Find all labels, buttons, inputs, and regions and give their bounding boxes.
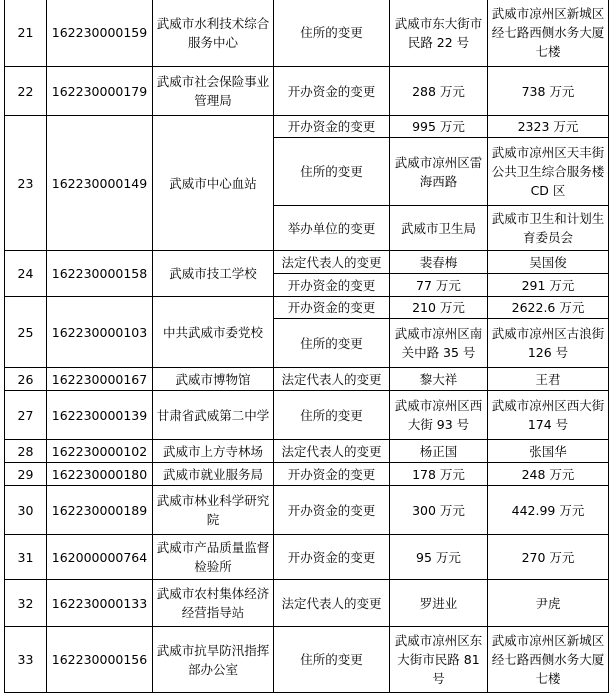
cell-change-type: 开办资金的变更 [274,535,390,580]
cell-code: 162230000158 [47,251,153,297]
cell-name: 武威市技工学校 [153,251,274,297]
cell-after: 291 万元 [488,274,609,297]
cell-before: 288 万元 [390,67,488,116]
cell-after: 248 万元 [488,463,609,486]
cell-name: 甘肃省武威第二中学 [153,391,274,440]
cell-change-type: 开办资金的变更 [274,463,390,486]
cell-before: 武威市凉州区西大街 93 号 [390,391,488,440]
cell-after: 武威市凉州区新城区经七路西侧水务大厦七楼 [488,0,609,67]
cell-no: 21 [5,0,47,67]
cell-name: 武威市博物馆 [153,368,274,391]
cell-before: 210 万元 [390,297,488,319]
cell-change-type: 住所的变更 [274,627,390,693]
cell-before: 武威市凉州区东大街市民路 81 号 [390,627,488,693]
cell-name: 武威市抗旱防汛指挥部办公室 [153,627,274,693]
cell-code: 162230000180 [47,463,153,486]
cell-change-type: 法定代表人的变更 [274,580,390,627]
cell-before: 995 万元 [390,116,488,138]
cell-no: 23 [5,116,47,251]
table-row [5,486,609,535]
cell-name: 武威市就业服务局 [153,463,274,486]
cell-no: 31 [5,535,47,580]
cell-no: 25 [5,297,47,368]
table-row [5,67,609,116]
cell-code: 162230000103 [47,297,153,368]
cell-name: 武威市林业科学研究院 [153,486,274,535]
cell-change-type: 住所的变更 [274,138,390,206]
cell-after: 吴国俊 [488,251,609,274]
cell-change-type: 住所的变更 [274,319,390,368]
cell-before: 武威市凉州区雷海西路 [390,138,488,206]
cell-after: 王君 [488,368,609,391]
cell-after: 442.99 万元 [488,486,609,535]
cell-after: 270 万元 [488,535,609,580]
cell-no: 28 [5,440,47,463]
cell-before: 178 万元 [390,463,488,486]
cell-after: 武威市凉州区新城区经七路西侧水务大厦七楼 [488,627,609,693]
cell-after: 尹虎 [488,580,609,627]
cell-name: 武威市产品质量监督检验所 [153,535,274,580]
table-row [5,535,609,580]
cell-change-type: 开办资金的变更 [274,274,390,297]
cell-no: 33 [5,627,47,693]
cell-code: 162230000133 [47,580,153,627]
cell-change-type: 开办资金的变更 [274,116,390,138]
cell-after: 张国华 [488,440,609,463]
cell-name: 武威市上方寺林场 [153,440,274,463]
cell-change-type: 法定代表人的变更 [274,251,390,274]
cell-change-type: 开办资金的变更 [274,297,390,319]
cell-code: 162230000159 [47,0,153,67]
cell-after: 2622.6 万元 [488,297,609,319]
cell-name: 中共武威市委党校 [153,297,274,368]
table-row [5,251,609,274]
table-body [5,0,609,693]
cell-code: 162230000179 [47,67,153,116]
cell-change-type: 开办资金的变更 [274,67,390,116]
cell-code: 162230000156 [47,627,153,693]
table-row [5,391,609,440]
cell-name: 武威市中心血站 [153,116,274,251]
table-row [5,440,609,463]
cell-no: 27 [5,391,47,440]
cell-after: 2323 万元 [488,116,609,138]
change-registry-table [4,0,609,693]
cell-code: 162230000167 [47,368,153,391]
cell-no: 32 [5,580,47,627]
cell-no: 24 [5,251,47,297]
table-row [5,368,609,391]
cell-change-type: 开办资金的变更 [274,486,390,535]
table-row [5,297,609,319]
cell-change-type: 住所的变更 [274,0,390,67]
cell-before: 77 万元 [390,274,488,297]
cell-before: 黎大祥 [390,368,488,391]
cell-name: 武威市社会保险事业管理局 [153,67,274,116]
cell-after: 武威市凉州区天丰街公共卫生综合服务楼 CD 区 [488,138,609,206]
cell-change-type: 法定代表人的变更 [274,440,390,463]
cell-change-type: 举办单位的变更 [274,206,390,251]
cell-change-type: 住所的变更 [274,391,390,440]
table-row [5,580,609,627]
table-row [5,627,609,693]
table-row [5,463,609,486]
cell-after: 武威市凉州区西大街 174 号 [488,391,609,440]
cell-before: 杨正国 [390,440,488,463]
table-row [5,0,609,67]
cell-before: 300 万元 [390,486,488,535]
cell-code: 162000000764 [47,535,153,580]
cell-after: 武威市卫生和计划生育委员会 [488,206,609,251]
cell-before: 武威市凉州区南关中路 35 号 [390,319,488,368]
cell-before: 裴春梅 [390,251,488,274]
cell-code: 162230000139 [47,391,153,440]
cell-code: 162230000189 [47,486,153,535]
cell-after: 738 万元 [488,67,609,116]
cell-change-type: 法定代表人的变更 [274,368,390,391]
cell-no: 26 [5,368,47,391]
cell-before: 罗进业 [390,580,488,627]
cell-name: 武威市农村集体经济经营指导站 [153,580,274,627]
cell-name: 武威市水利技术综合服务中心 [153,0,274,67]
cell-no: 22 [5,67,47,116]
cell-no: 30 [5,486,47,535]
cell-after: 武威市凉州区古浪街 126 号 [488,319,609,368]
cell-before: 武威市东大街市民路 22 号 [390,0,488,67]
cell-code: 162230000102 [47,440,153,463]
cell-no: 29 [5,463,47,486]
table-row [5,116,609,138]
cell-before: 95 万元 [390,535,488,580]
cell-before: 武威市卫生局 [390,206,488,251]
cell-code: 162230000149 [47,116,153,251]
